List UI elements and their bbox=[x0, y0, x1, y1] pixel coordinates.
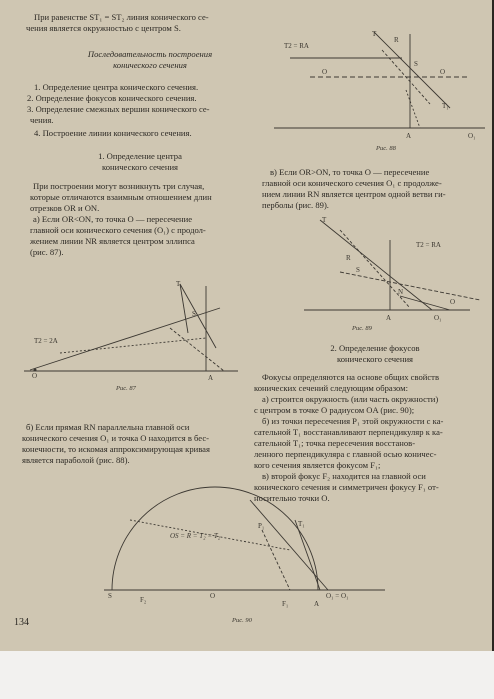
section1-para-1: При построении могут возникнуть три случая, bbox=[33, 181, 205, 191]
section2-para-10: в) второй фокус F₂ находится на главной оси bbox=[262, 471, 426, 481]
para-v-3: нием линии RN является центром одной ветви ги- bbox=[262, 189, 446, 199]
fig90-label-O1: O₁ = O₁ bbox=[326, 592, 349, 600]
para-v-4: перболы (рис. 89). bbox=[262, 200, 329, 210]
fig87-caption: Рис. 87 bbox=[116, 385, 136, 392]
section2-para-6: сательной T₁ восстанавливают перпендикуляр к ка- bbox=[254, 427, 443, 437]
para-b-4: является параболой (рис. 88). bbox=[22, 455, 130, 465]
fig88-label-A: A bbox=[406, 132, 412, 140]
section1-para-5: главной оси конического сечения (O₁) с продол- bbox=[30, 225, 206, 235]
step-3-cont: чения. bbox=[30, 115, 54, 125]
section2-para-11: конического сечения и симметричен фокусу F₁ от- bbox=[254, 482, 439, 492]
figure-90 bbox=[100, 480, 390, 630]
section2-para-3: а) строится окружность (или часть окружности) bbox=[262, 394, 439, 404]
step-2: 2. Определение фокусов конического сечения. bbox=[27, 93, 197, 103]
page-number: 134 bbox=[14, 617, 29, 628]
section2-para-7: сательной T₁; точка пересечения восстанов- bbox=[254, 438, 416, 448]
section2-para-9: кого сечения является фокусом F₁; bbox=[254, 460, 381, 470]
fig88-label-O-right: O bbox=[440, 68, 446, 76]
para-b-2: конического сечения O₁ и точка O находится в бес- bbox=[22, 433, 209, 443]
para-v-2: главной оси конического сечения O₁ с продолже- bbox=[262, 178, 442, 188]
fig89-caption: Рис. 89 bbox=[352, 325, 372, 332]
section2-title-1: 2. Определение фокусов bbox=[330, 343, 420, 353]
step-3: 3. Определение смежных вершин конического се- bbox=[27, 104, 210, 114]
fig89-label-T: T bbox=[322, 216, 327, 224]
figure-88 bbox=[270, 28, 492, 153]
intro-line-1: При равенстве ST₁ = ST₂ линия конического се- bbox=[34, 12, 209, 22]
fig89-label-R: R bbox=[346, 254, 351, 262]
section1-para-7: (рис. 87). bbox=[30, 247, 64, 257]
fig90-label-O: O bbox=[210, 592, 216, 600]
fig89-label-N: N bbox=[398, 288, 404, 296]
scan-border bbox=[0, 651, 494, 699]
section1-title-2: конического сечения bbox=[102, 162, 178, 172]
section2-para-5: б) из точки пересечения P₁ этой окружности с ка- bbox=[262, 416, 444, 426]
fig90-label-S: S bbox=[108, 592, 112, 600]
sequence-heading-2: конического сечения bbox=[113, 60, 187, 70]
fig88-label-T: T bbox=[372, 30, 377, 38]
fig88-label-O-left: O bbox=[322, 68, 328, 76]
fig87-formula: T2 = 2A bbox=[34, 337, 58, 345]
fig87-label-A: A bbox=[208, 374, 214, 382]
fig87-label-T: T bbox=[176, 280, 181, 288]
intro-line-2: чения является окружностью с центром S. bbox=[26, 23, 181, 33]
fig88-caption: Рис. 88 bbox=[376, 145, 396, 152]
section2-para-4: с центром в точке O радиусом OA (рис. 90); bbox=[254, 405, 415, 415]
section1-para-2: которые отличаются взаимным отношением длин bbox=[30, 192, 212, 202]
fig89-label-A: A bbox=[386, 314, 392, 322]
fig90-label-T1: T₁ bbox=[298, 520, 305, 528]
fig88-label-R: R bbox=[394, 36, 399, 44]
fig89-label-S: S bbox=[356, 266, 360, 274]
step-1: 1. Определение центра конического сечения. bbox=[34, 82, 199, 92]
fig90-formula: OS = R = T₂ = T₂ bbox=[170, 532, 221, 540]
step-4: 4. Построение линии конического сечения. bbox=[34, 128, 192, 138]
section2-para-1: Фокусы определяются на основе общих свойств bbox=[262, 372, 439, 382]
fig88-formula: T2 = RA bbox=[284, 42, 309, 50]
fig88-label-O1: O₁ bbox=[468, 132, 476, 140]
fig89-label-O1: O₁ bbox=[434, 314, 442, 322]
fig90-label-F2: F₂ bbox=[140, 596, 147, 604]
fig90-label-P1: P₁ bbox=[258, 522, 265, 530]
fig89-formula: T2 = RA bbox=[416, 241, 441, 249]
fig90-caption: Рис. 90 bbox=[232, 617, 252, 624]
section1-para-3: отрезков OR и ON. bbox=[30, 203, 100, 213]
section1-para-6: жением линии NR является центром эллипса bbox=[30, 236, 195, 246]
section2-para-8: ленного перпендикуляра с главной осью коничес- bbox=[254, 449, 437, 459]
section2-para-2: конических сечений следующим образом: bbox=[254, 383, 408, 393]
fig87-label-O: O bbox=[32, 372, 38, 380]
para-v-1: в) Если OR>ON, то точка O — пересечение bbox=[270, 167, 430, 177]
figure-89 bbox=[300, 210, 492, 335]
fig88-label-T1: T₁ bbox=[442, 102, 449, 110]
fig87-label-S: S bbox=[192, 310, 196, 318]
sequence-heading-1: Последовательность построения bbox=[87, 49, 213, 59]
fig88-label-S: S bbox=[414, 60, 418, 68]
section2-title-2: конического сечения bbox=[337, 354, 413, 364]
figure-87 bbox=[20, 278, 240, 393]
fig90-label-F1: F₁ bbox=[282, 600, 289, 608]
fig89-label-O: O bbox=[450, 298, 456, 306]
section1-para-4: а) Если OR<ON, то точка O — пересечение bbox=[33, 214, 193, 224]
section2-para-12: носительно точки O. bbox=[254, 493, 330, 503]
fig90-label-A: A bbox=[314, 600, 320, 608]
section1-title-1: 1. Определение центра bbox=[98, 151, 182, 161]
para-b-3: конечности, то искомая аппроксимирующая кривая bbox=[22, 444, 210, 454]
para-b-1: б) Если прямая RN параллельна главной оси bbox=[26, 422, 190, 432]
